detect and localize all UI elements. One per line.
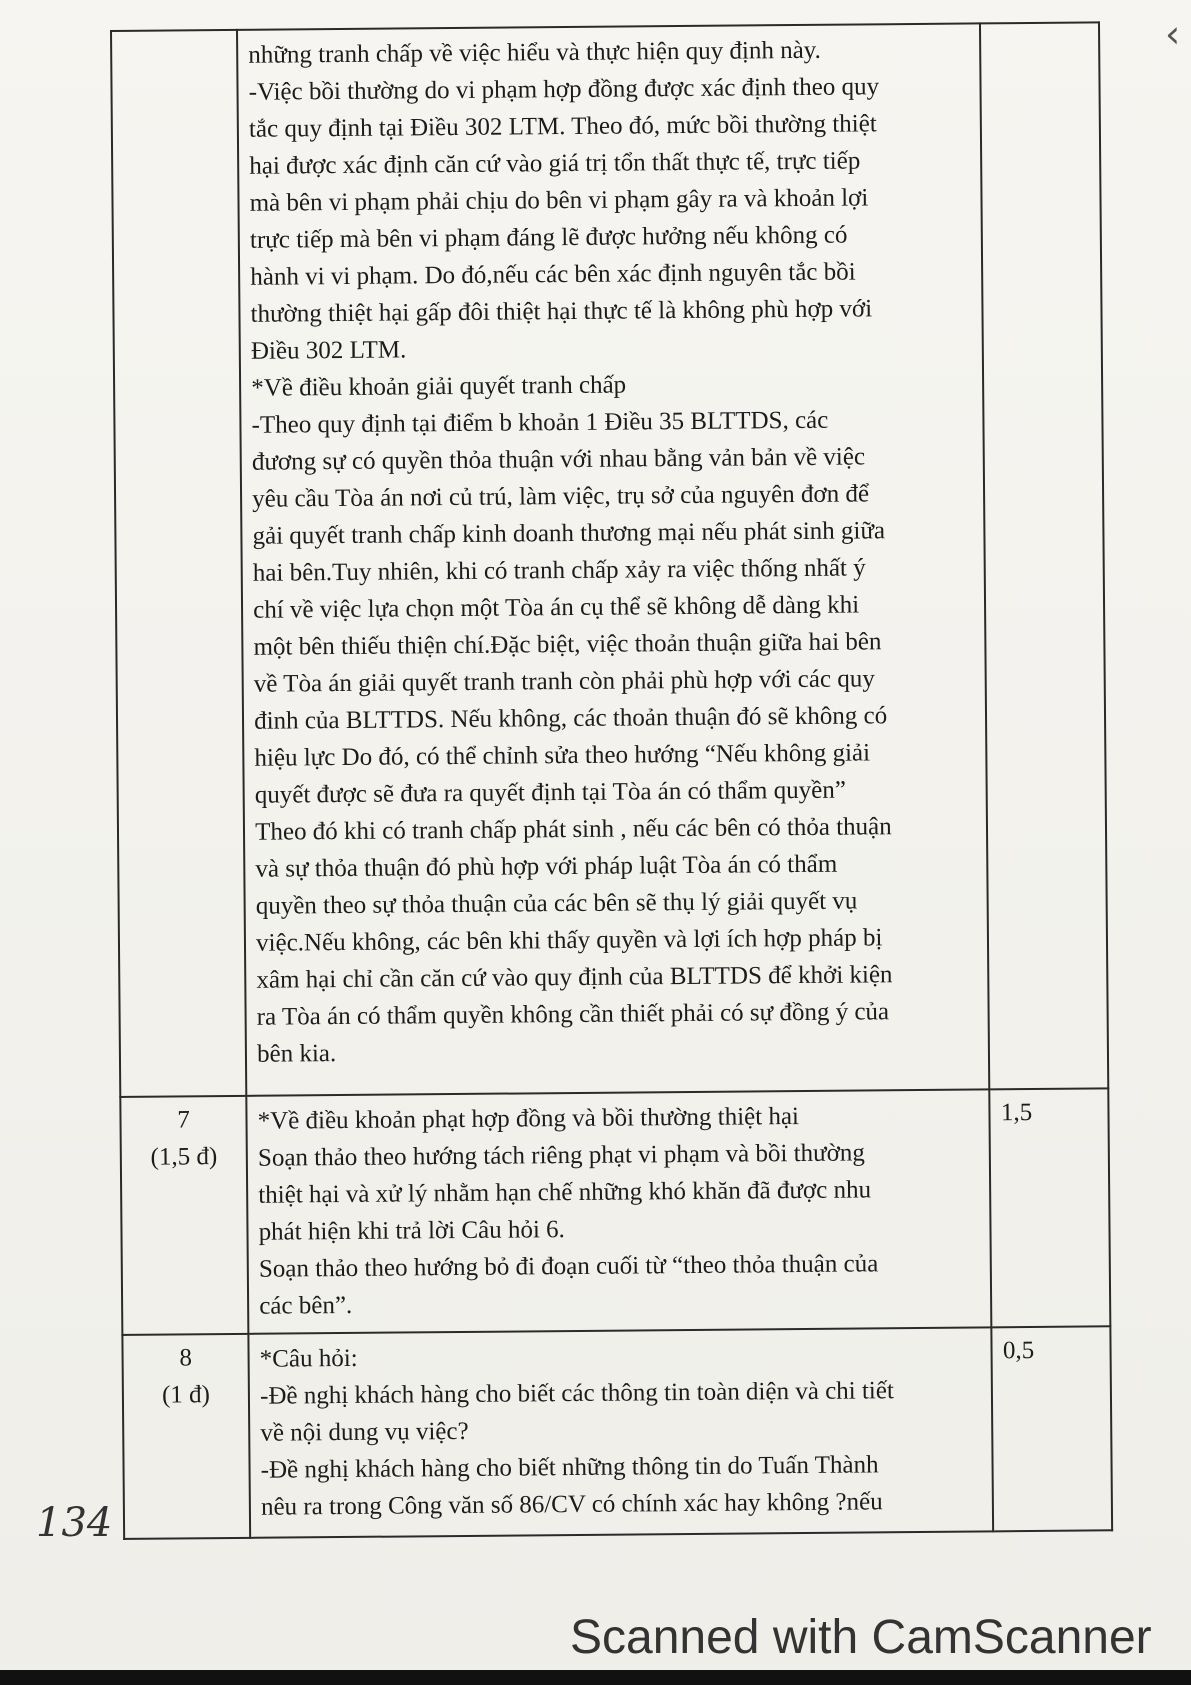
text-line: hại được xác định căn cứ vào giá trị tổn thất thực tế, trực tiếp xyxy=(249,147,861,180)
text-line: tắc quy định tại Điều 302 LTM. Theo đó, mức bồi thường thiệt xyxy=(248,110,877,143)
text-line: yêu cầu Tòa án nơi củ trú, làm việc, trụ sở của nguyên đơn để xyxy=(252,480,870,513)
text-line: Điều 302 LTM. xyxy=(250,336,407,365)
text-line: và sự thỏa thuận đó phù hợp với pháp luật Tòa án có thẩm xyxy=(255,850,838,883)
text-line: về nội dung vụ việc? xyxy=(260,1418,469,1448)
text-line: các bên”. xyxy=(259,1292,353,1321)
text-line: quyền theo sự thỏa thuận của các bên sẽ thụ lý giải quyết vụ xyxy=(255,887,858,920)
text-line: thường thiệt hại gấp đôi thiệt hại thực tế là không phù hợp với xyxy=(250,295,873,328)
question-number: 7 xyxy=(177,1106,190,1134)
text-line: việc.Nếu không, các bên khi thấy quyền và lợi ích hợp pháp bị xyxy=(255,924,883,957)
text-line: gải quyết tranh chấp kinh doanh thương mại nếu phát sinh giữa xyxy=(252,517,886,550)
camscanner-watermark: Scanned with CamScanner xyxy=(570,1611,1152,1664)
answer-table xyxy=(110,21,1113,1540)
table-row xyxy=(111,22,1108,1097)
text-line: hai bên.Tuy nhiên, khi có tranh chấp xảy ra việc thống nhất ý xyxy=(252,554,866,587)
table-row xyxy=(120,1089,1110,1336)
answer-content-cell xyxy=(246,1090,991,1335)
table-row xyxy=(122,1327,1112,1539)
handwritten-page-number: 134 xyxy=(36,1500,113,1546)
score-cell xyxy=(980,22,1108,1089)
text-line: nêu ra trong Công văn số 86/CV có chính xác hay không ?nếu xyxy=(260,1488,883,1522)
question-number: 8 xyxy=(179,1344,193,1372)
question-number-cell xyxy=(120,1096,248,1335)
text-line: quyết được sẽ đưa ra quyết định tại Tòa án có thẩm quyền” xyxy=(254,776,846,809)
text-line: *Về điều khoản giải quyết tranh chấp xyxy=(251,371,627,402)
text-line: Soạn thảo theo hướng bỏ đi đoạn cuối từ “theo thỏa thuận của xyxy=(258,1250,879,1284)
question-points: (1 đ) xyxy=(161,1381,211,1410)
text-line: -Việc bồi thường do vi phạm hợp đồng được xác định theo quy xyxy=(248,73,880,106)
question-points: (1,5 đ) xyxy=(150,1143,218,1172)
text-line: hiệu lực Do đó, có thể chỉnh sửa theo hướng “Nếu không giải xyxy=(254,739,871,772)
text-line: chí về việc lựa chọn một Tòa án cụ thể sẽ không dễ dàng khi xyxy=(253,591,860,624)
text-line: ra Tòa án có thẩm quyền không cần thiết phải có sự đồng ý của xyxy=(256,998,890,1031)
text-line: đinh của BLTTDS. Nếu không, các thoản thuận đó sẽ không có xyxy=(254,702,888,735)
bottom-edge xyxy=(0,1670,1191,1685)
score-cell: 1,5 xyxy=(990,1089,1111,1328)
text-line: bên kia. xyxy=(256,1040,337,1068)
text-line: những tranh chấp về việc hiểu và thực hiện quy định này. xyxy=(248,36,821,69)
text-line: -Đề nghị khách hàng cho biết những thông tin do Tuấn Thành xyxy=(260,1451,879,1485)
text-line: Soạn thảo theo hướng tách riêng phạt vi phạm và bồi thường xyxy=(257,1139,865,1173)
answer-content-cell xyxy=(237,23,990,1096)
text-line: hành vi vi phạm. Do đó,nếu các bên xác định nguyên tắc bồi xyxy=(250,258,856,291)
text-line: một bên thiếu thiện chí.Đặc biệt, việc thoản thuận giữa hai bên xyxy=(253,628,882,661)
answer-content-cell xyxy=(249,1328,994,1538)
text-line: mà bên vi phạm phải chịu do bên vi phạm gây ra và khoản lợi xyxy=(249,184,869,217)
text-line: phát hiện khi trả lời Câu hỏi 6. xyxy=(258,1216,565,1247)
text-line: Theo đó khi có tranh chấp phát sinh , nếu các bên có thỏa thuận xyxy=(255,813,892,846)
text-line: *Về điều khoản phạt hợp đồng và bồi thường thiệt hại xyxy=(257,1103,800,1136)
text-line: trực tiếp mà bên vi phạm đáng lẽ được hưởng nếu không có xyxy=(249,221,848,254)
text-line: đương sự có quyền thỏa thuận với nhau bằng vản bản về việc xyxy=(251,443,866,476)
question-number-cell xyxy=(122,1334,250,1539)
text-line: *Câu hỏi: xyxy=(259,1345,358,1374)
text-line: xâm hại chỉ cần căn cứ vào quy định của BLTTDS để khởi kiện xyxy=(256,961,893,994)
question-number-cell xyxy=(111,30,246,1097)
chevron-left-icon[interactable]: ‹ xyxy=(1165,12,1181,56)
text-line: -Đề nghị khách hàng cho biết các thông tin toàn diện và chi tiết xyxy=(259,1377,894,1411)
text-line: về Tòa án giải quyết tranh tranh còn phải phù hợp với các quy xyxy=(253,665,875,698)
text-line: -Theo quy định tại điểm b khoản 1 Điều 35 BLTTDS, các xyxy=(251,406,829,439)
score-cell: 0,5 xyxy=(992,1327,1112,1532)
text-line: thiệt hại và xử lý nhằm hạn chế những khó khăn đã được nhu xyxy=(258,1176,872,1210)
